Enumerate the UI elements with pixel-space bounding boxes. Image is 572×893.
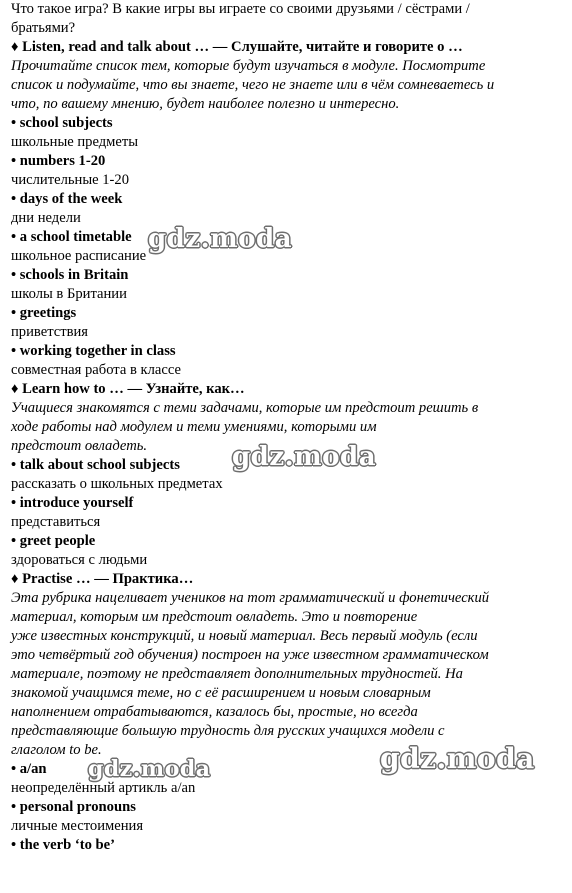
heading-line: • introduce yourself	[11, 495, 134, 511]
heading-line: • school subjects	[11, 115, 113, 131]
heading-line: • personal pronouns	[11, 799, 136, 815]
heading-line: • the verb ‘to be’	[11, 837, 115, 853]
text-line: школьное расписание	[11, 248, 147, 264]
document-body	[11, 0, 569, 855]
text-line: здороваться с людьми	[11, 552, 148, 568]
text-line: братьями?	[11, 20, 76, 36]
note-line: материале, поэтому не представляет дополнительных трудностей. На	[11, 666, 463, 682]
note-line: что, по вашему мнению, будет наиболее полезно и интересно.	[11, 96, 400, 112]
text-line: рассказать о школьных предметах	[11, 476, 223, 492]
heading-line: • greet people	[11, 533, 96, 549]
text-line: школы в Британии	[11, 286, 127, 302]
heading-line: • a school timetable	[11, 229, 132, 245]
heading-line: • a/an	[11, 761, 47, 777]
note-line: Прочитайте список тем, которые будут изучаться в модуле. Посмотрите	[11, 58, 486, 74]
note-line: знакомой учащимся теме, но с её расширением и новым словарным	[11, 685, 431, 701]
heading-line: • numbers 1-20	[11, 153, 106, 169]
text-line: личные местоимения	[11, 818, 144, 834]
heading-line: • days of the week	[11, 191, 123, 207]
note-line: предстоит овладеть.	[11, 438, 148, 454]
heading-line: • working together in class	[11, 343, 176, 359]
text-line: представиться	[11, 514, 101, 530]
watermark: gdz.moda	[380, 742, 535, 775]
watermark: gdz.moda	[148, 224, 293, 254]
text-line: числительные 1-20	[11, 172, 130, 188]
note-line: Эта рубрика нацеливает учеников на тот грамматический и фонетический	[11, 590, 490, 606]
heading-line: ♦ Listen, read and talk about … — Слушайте, читайте и говорите о …	[11, 39, 463, 55]
heading-line: ♦ Learn how to … — Узнайте, как…	[11, 381, 245, 397]
text-line: Что такое игра? В какие игры вы играете со своими друзьями / сёстрами /	[11, 1, 470, 17]
note-line: это четвёртый год обучения) построен на уже известном грамматическом	[11, 647, 489, 663]
heading-line: • talk about school subjects	[11, 457, 180, 473]
text-line: неопределённый артикль a/an	[11, 780, 196, 796]
note-line: материал, которым им предстоит овладеть. Это и повторение	[11, 609, 418, 625]
note-line: глаголом to be.	[11, 742, 102, 758]
note-line: уже известных конструкций, и новый материал. Весь первый модуль (если	[11, 628, 478, 644]
text-line: совместная работа в классе	[11, 362, 181, 378]
note-line: Учащиеся знакомятся с теми задачами, которые им предстоит решить в	[11, 400, 479, 416]
text-line: школьные предметы	[11, 134, 139, 150]
note-line: ходе работы над модулем и теми умениями, которыми им	[11, 419, 377, 435]
text-line: дни недели	[11, 210, 81, 226]
heading-line: ♦ Practise … — Практика…	[11, 571, 194, 587]
note-line: наполнением отрабатываются, казалось бы, простые, но всегда	[11, 704, 418, 720]
note-line: список и подумайте, что вы знаете, чего не знаете или в чём сомневаетесь и	[11, 77, 495, 93]
note-line: представляющие большую трудность для русских учащихся модели с	[11, 723, 445, 739]
heading-line: • schools in Britain	[11, 267, 129, 283]
heading-line: • greetings	[11, 305, 77, 321]
text-line: приветствия	[11, 324, 89, 340]
watermark: gdz.moda	[88, 756, 211, 782]
watermark: gdz.moda	[232, 442, 377, 472]
